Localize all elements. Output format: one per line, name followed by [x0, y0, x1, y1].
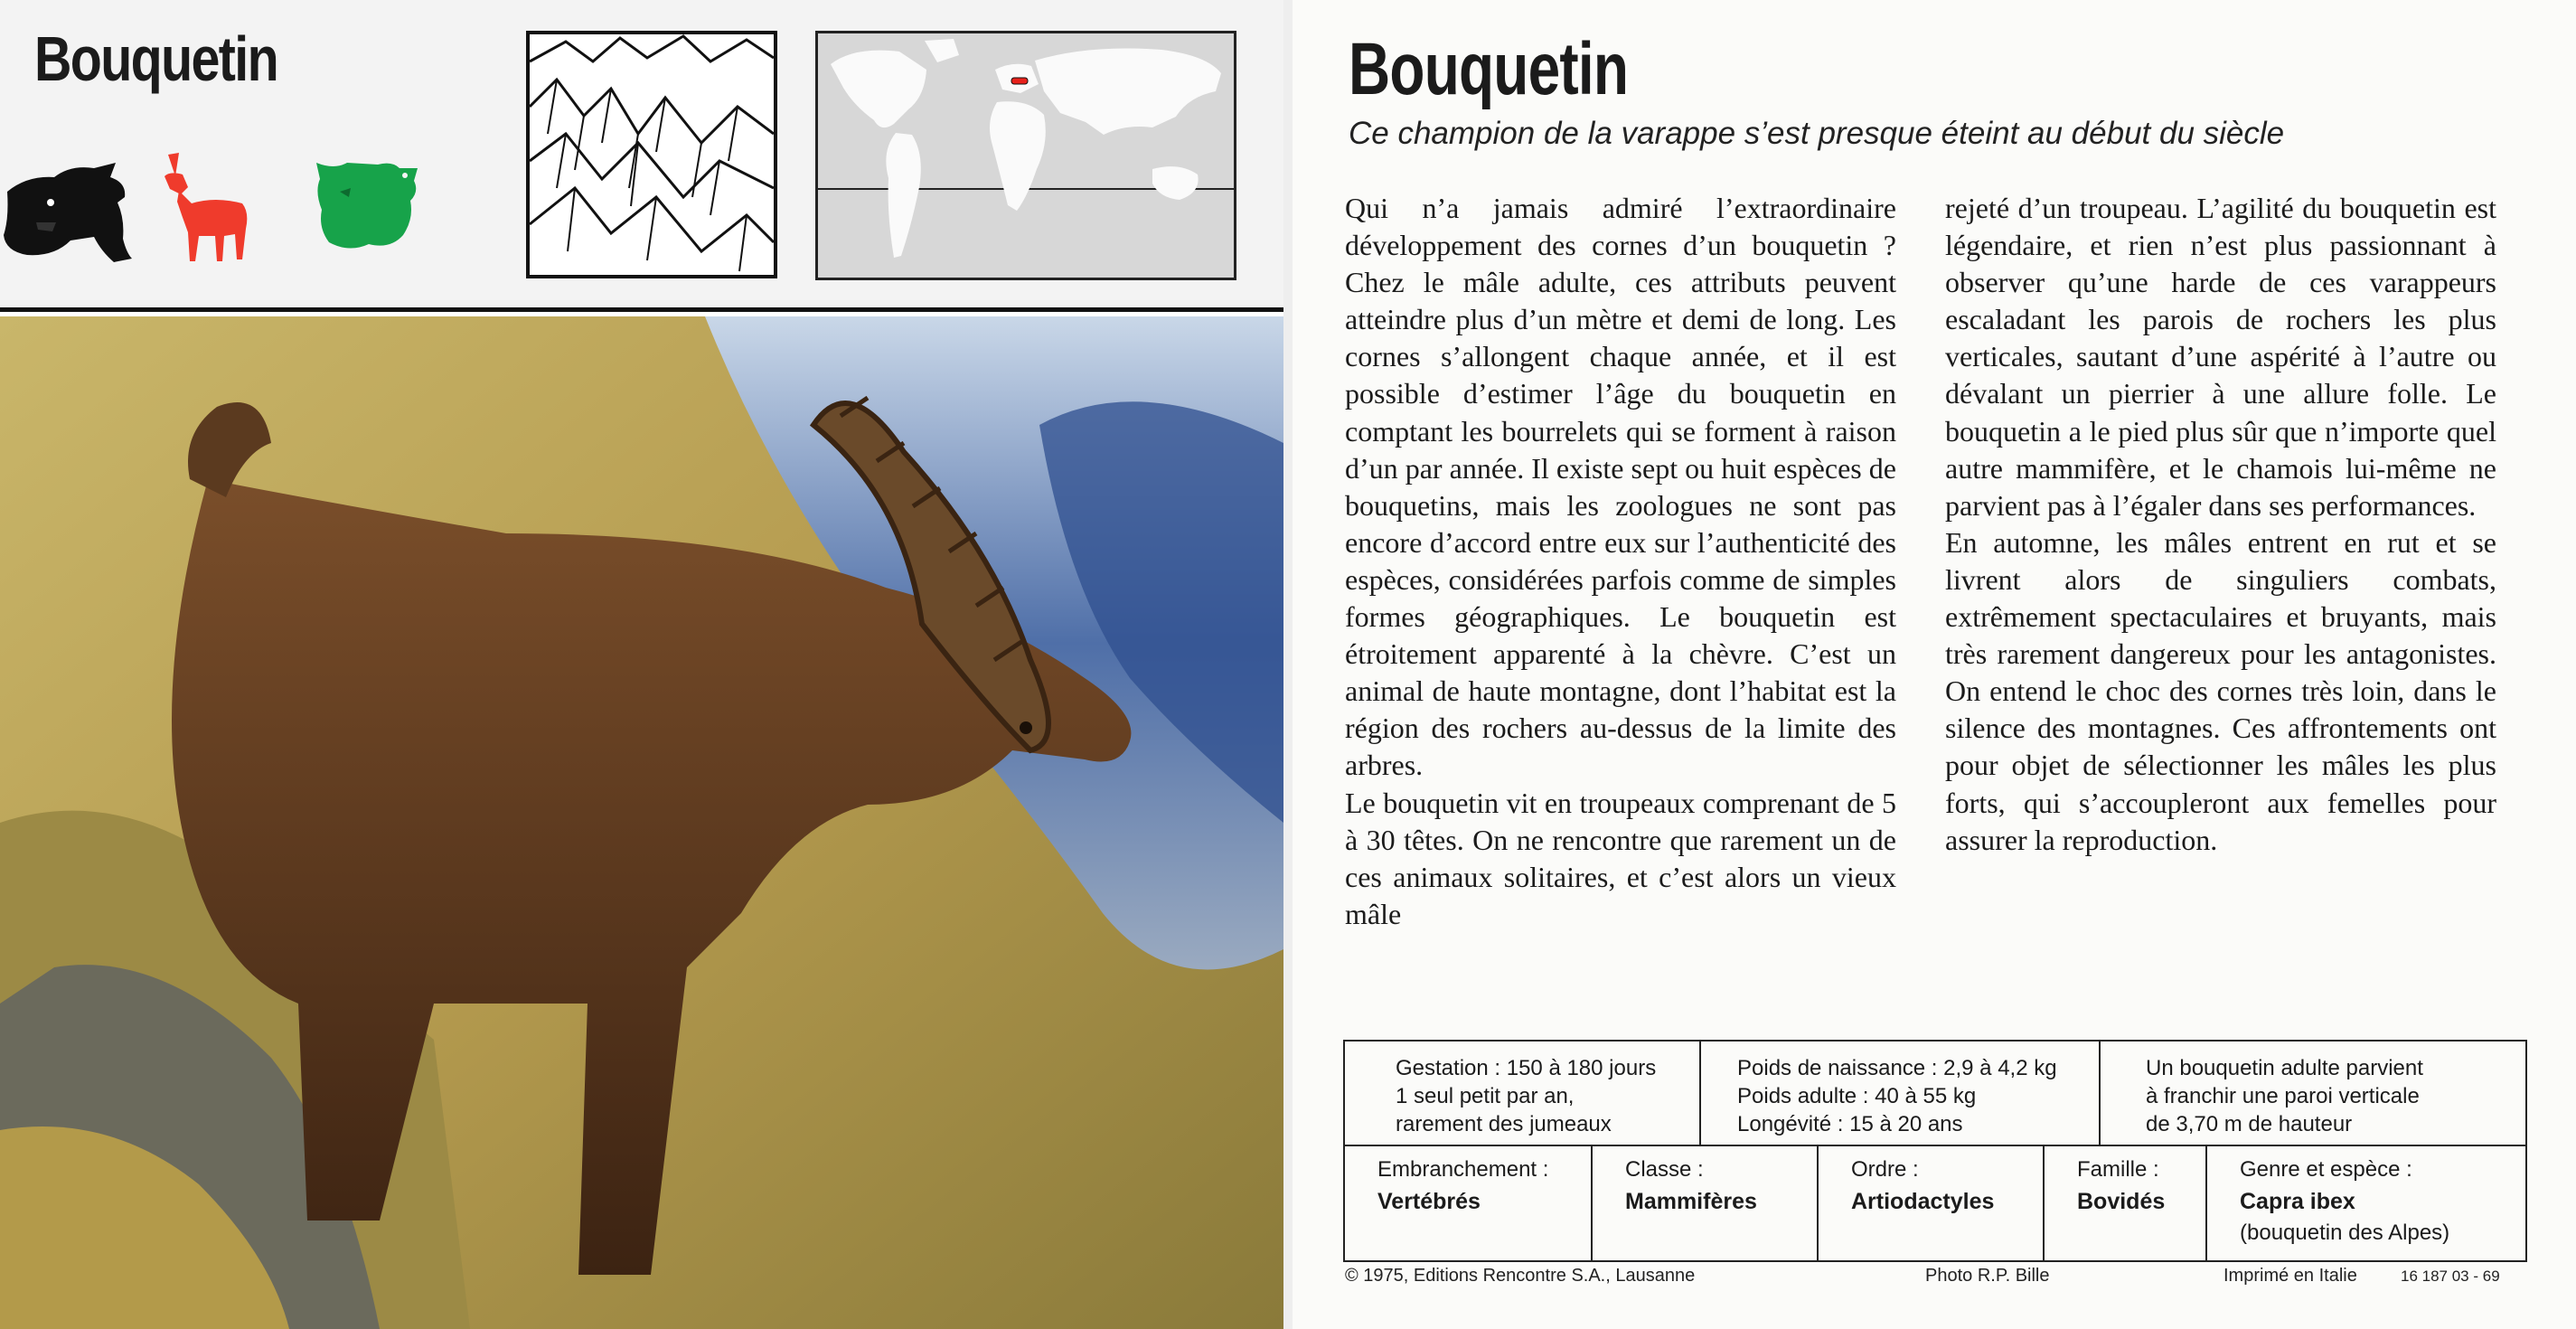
deer-icon [152, 149, 251, 267]
card-back [1293, 0, 2576, 1329]
taxonomy-note: (bouquetin des Alpes) [2240, 1221, 2450, 1245]
classe-cell [1591, 1146, 1817, 1260]
feat-cell [2099, 1042, 2525, 1145]
fact-line: Longévité : 15 à 20 ans [1737, 1112, 1963, 1136]
taxonomy-label: Genre et espèce : [2240, 1157, 2412, 1182]
taxonomy-value: Vertébrés [1377, 1189, 1481, 1214]
paragraph: Qui n’a jamais admiré l’extraordinaire développement des cornes d’un bouquetin ? Chez le mâle adulte, ces attributs peuvent atteindre plus d’un mètre et demi de long. Les cornes s’allongent chaque année, et il est possible d’estimer l’âge du bouquetin en comptant les bourrelets qui se forment à raison d’un par année. Il existe sept ou huit espèces de bouquetins, mais les zoologues ne sont pas encore d’accord entre eux sur l’authenticité des espèces, considérées parfois comme de simples formes géographiques. Le bouquetin est étroitement apparenté à la chèvre. C’est un animal de haute montagne, dont l’habitat est la région des rochers au-dessus de la limite des arbres. [1345, 192, 1896, 782]
taxonomy-value: Capra ibex [2240, 1189, 2355, 1214]
page-subtitle: Ce champion de la varappe s’est presque éteint au début du siècle [1349, 116, 2285, 151]
paragraph: Le bouquetin vit en troupeaux comprenant de 5 à 30 têtes. On ne rencontre que rarement un de ces animaux solitaires, et c’est alors un vieux mâle [1345, 786, 1896, 930]
taxonomy-label: Embranchement : [1377, 1157, 1549, 1182]
taxonomy-value: Mammifères [1625, 1189, 1757, 1214]
paragraph: rejeté d’un troupeau. L’agilité du bouquetin est légendaire, et rien n’est plus passionnant à observer qu’une harde de ces varappeurs escaladant les parois de rochers les plus verticales, sautant d’une aspérité à l’autre ou dévalant un pierrier à une allure folle. Le bouquetin a le pied plus sûr que n’importe quel autre mammifère, et le chamois lui-même ne parvient pas à l’égaler dans ses performances. [1945, 192, 2496, 522]
card-title: Bouquetin [34, 24, 277, 94]
fact-line: 1 seul petit par an, [1396, 1084, 1575, 1108]
fact-line: rarement des jumeaux [1396, 1112, 1612, 1136]
bull-head-map-icon [313, 156, 421, 257]
facts-row [1345, 1042, 2525, 1146]
taxonomy-label: Classe : [1625, 1157, 1704, 1182]
fact-line: de 3,70 m de hauteur [2146, 1112, 2353, 1136]
famille-cell [2043, 1146, 2205, 1260]
card-front [0, 0, 1283, 1329]
printed-in: Imprimé en Italie [2223, 1266, 2357, 1286]
taxonomy-label: Famille : [2077, 1157, 2159, 1182]
taxonomy-row [1345, 1146, 2525, 1260]
paragraph: En automne, les mâles entrent en rut et se livrent alors de singuliers combats, extrêmement spectaculaires et bruyants, mais très rarement dangereux pour les antagonistes. On entend le choc des cornes très loin, dans le silence des montagnes. Ces affrontements ont pour objet de sélectionner les mâles les plus forts, qui s’accoupleront aux femelles pour assurer la reproduction. [1945, 525, 2496, 856]
fact-line: Poids de naissance : 2,9 à 4,2 kg [1737, 1056, 2057, 1080]
card-fold [1283, 0, 1293, 1329]
genre-cell [2205, 1146, 2525, 1260]
page-title: Bouquetin [1349, 28, 1629, 110]
weights-cell [1699, 1042, 2099, 1145]
fact-line: Un bouquetin adulte parvient [2146, 1056, 2423, 1080]
card-code: 16 187 03 - 69 [2401, 1268, 2500, 1285]
fact-line: Gestation : 150 à 180 jours [1396, 1056, 1657, 1080]
fact-line: Poids adulte : 40 à 55 kg [1737, 1084, 1977, 1108]
text-column-2 [1945, 190, 2496, 859]
fact-line: à franchir une paroi verticale [2146, 1084, 2420, 1108]
taxonomy-value: Artiodactyles [1851, 1189, 1995, 1214]
facts-table [1343, 1040, 2527, 1262]
ibex-photo [0, 316, 1283, 1329]
card-header [0, 0, 1283, 312]
range-marker [1011, 78, 1028, 84]
text-column-1 [1345, 190, 1896, 933]
taxonomy-value: Bovidés [2077, 1189, 2166, 1214]
ordre-cell [1817, 1146, 2043, 1260]
copyright: © 1975, Editions Rencontre S.A., Lausanne [1345, 1266, 1696, 1286]
taxonomy-label: Ordre : [1851, 1157, 1919, 1182]
photo-credit: Photo R.P. Bille [1925, 1266, 2050, 1286]
range-world-map [815, 31, 1236, 280]
gestation-cell [1345, 1042, 1699, 1145]
bull-head-icon [0, 156, 136, 264]
mountain-habitat-icon [526, 31, 777, 278]
embranchement-cell [1345, 1146, 1591, 1260]
